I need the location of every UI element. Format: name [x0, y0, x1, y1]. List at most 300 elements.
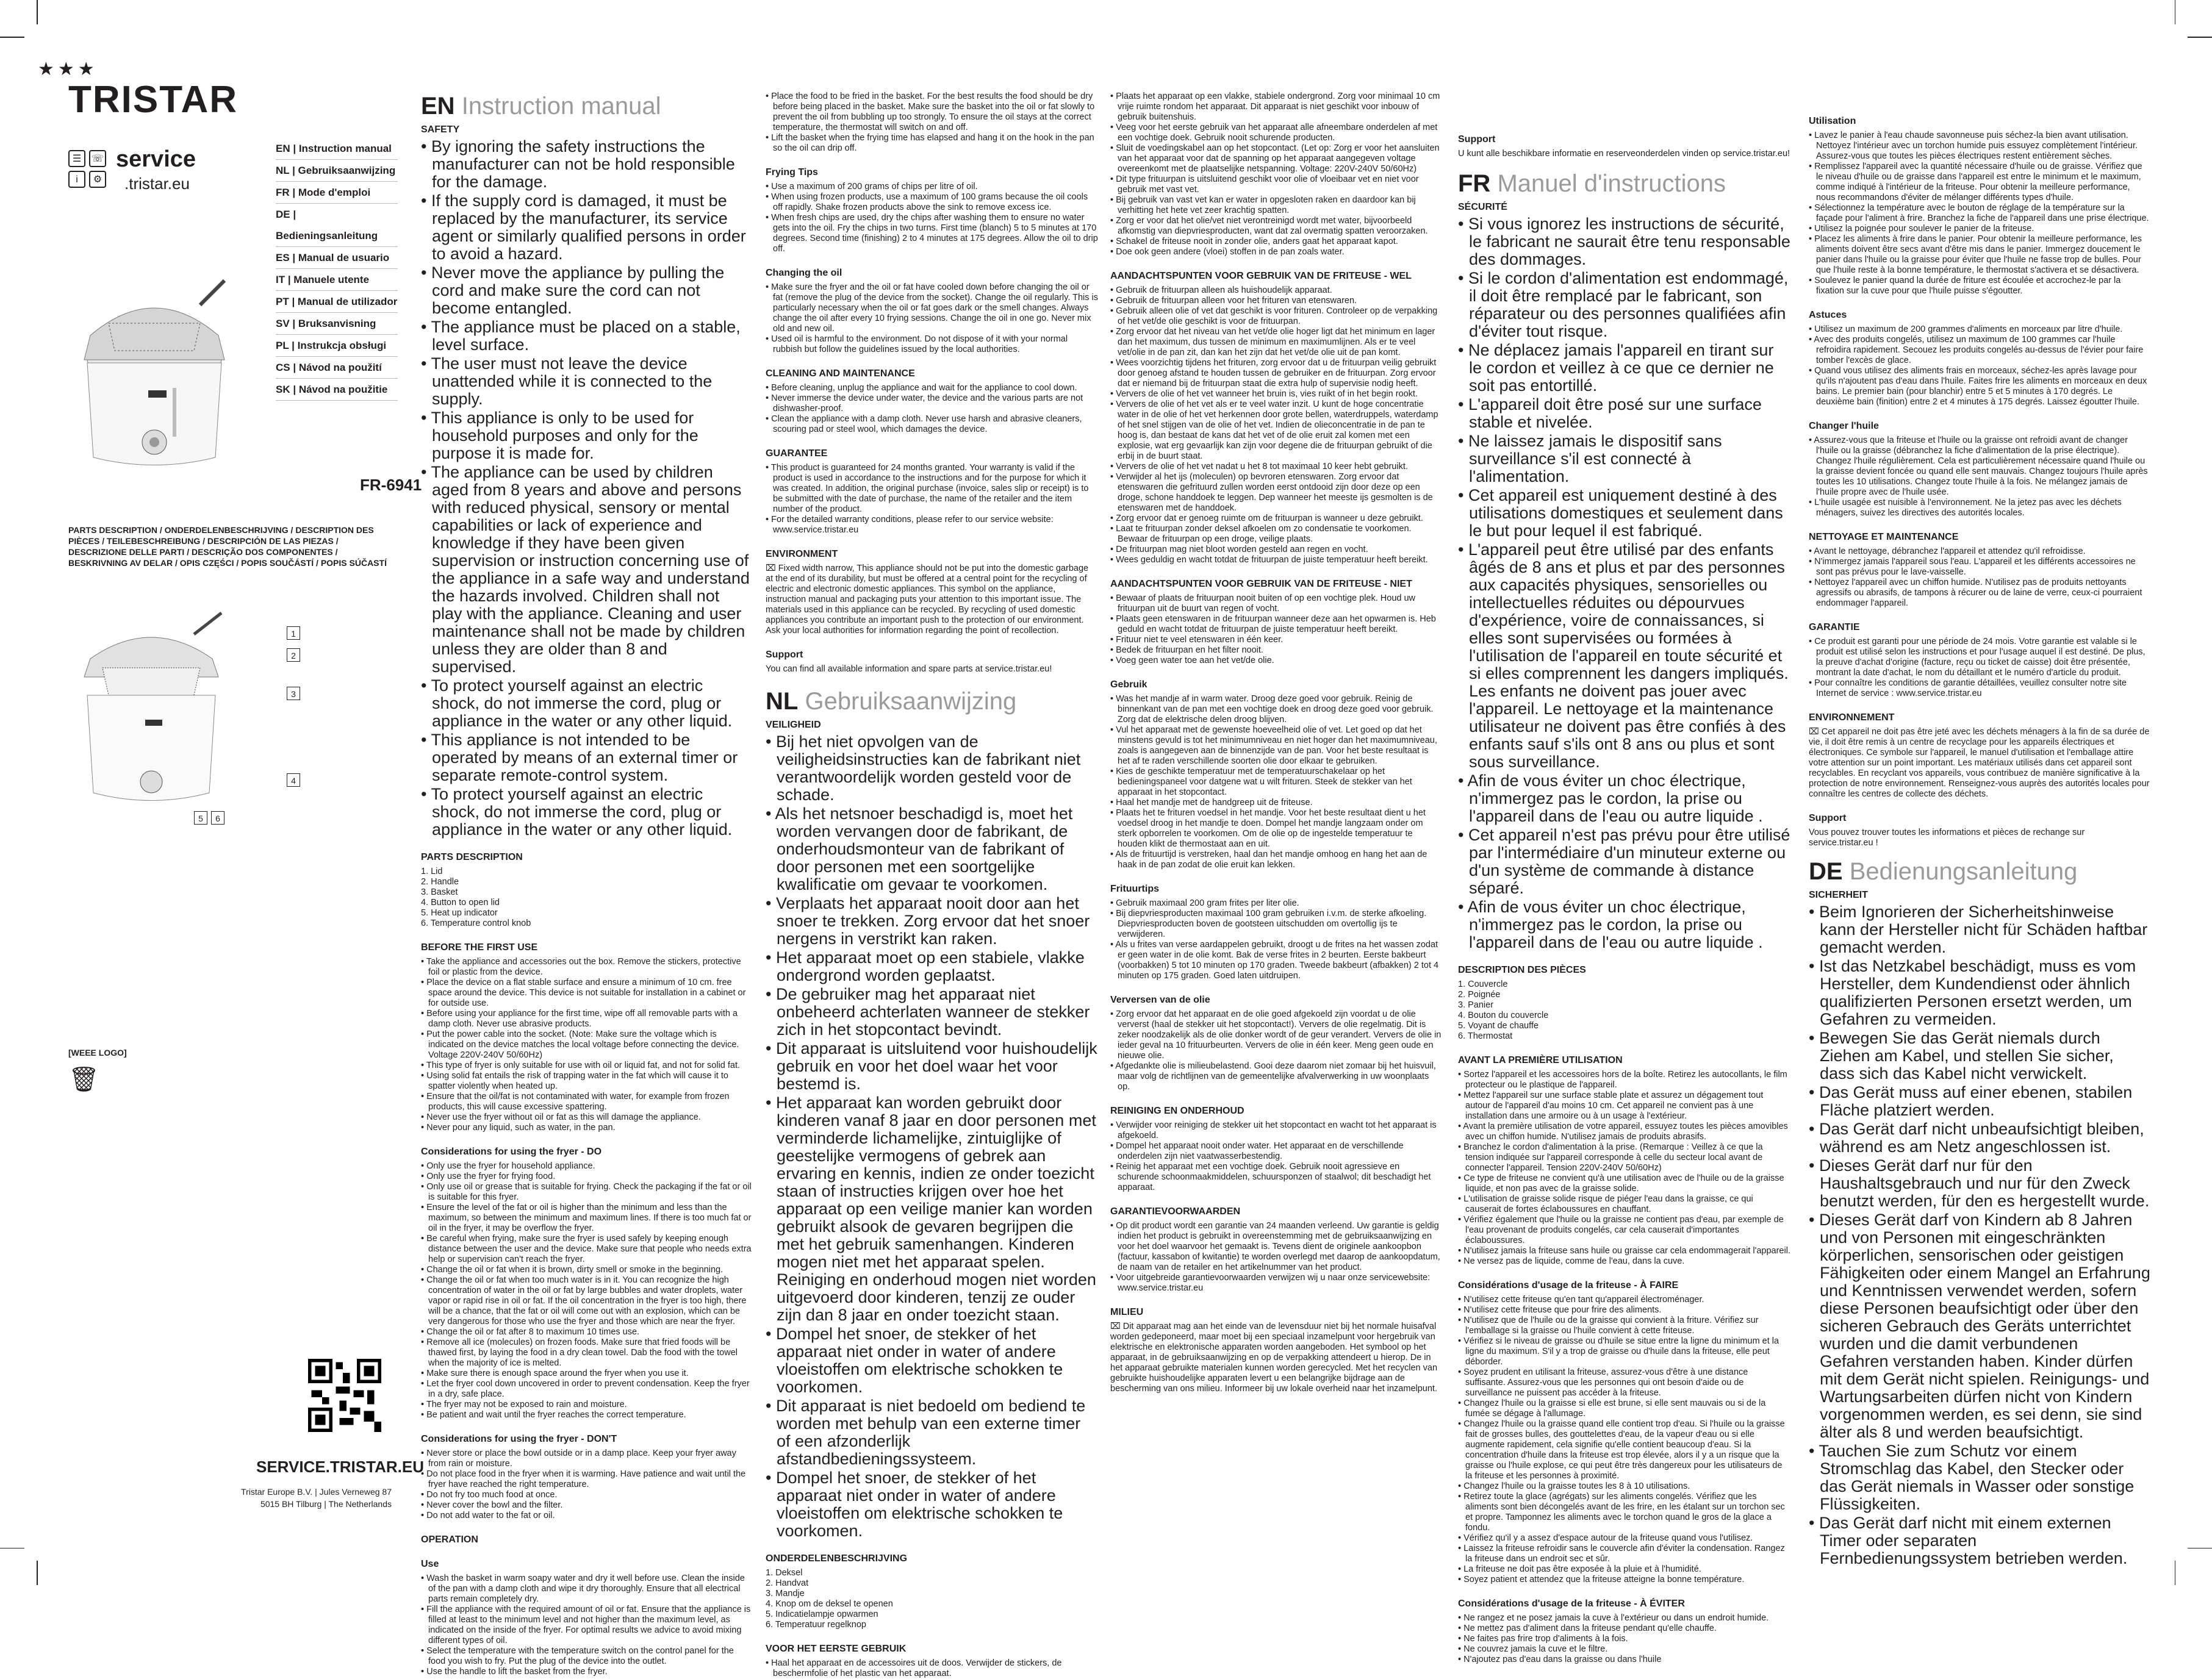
list-item: • Placez les aliments à frire dans le panier. Pour obtenir la meilleure performance, les aliments doivent être secs avant d'être mis dans le panier. Immergez doucement le panier dans l'huile ou la graisse pour éviter que l'huile ne fasse trop de bulles. Pour que l'huile reste à la bonne température, le thermostat s'activera et se désactivera.: [1809, 234, 2142, 275]
cleaning-list: [766, 383, 1098, 435]
list-item: 4. Button to open lid: [421, 898, 500, 908]
service-label: service: [116, 146, 196, 172]
crop-mark: [2175, 0, 2176, 24]
list-item: • Never store or place the bowl outside or in a damp place. Keep your fryer away from rain or moisture.: [421, 1448, 736, 1469]
list-item: • Changez l'huile ou la graisse quand elle contient trop d'eau. Si l'huile ou la graisse fait de grosses bulles, des gouttelettes d'eau, de la vapeur d'eau ou si elle augmente rapidement, cela signifie qu'elle contient beaucoup d'eau. Si la concentration d'huile dans la friteuse est trop élevée, alors il y a un risque que la graisse ou l'huile explose, ce qui peut être très dangereux pour les utilisateurs de la friteuse et les personnes à proximité.: [1458, 1419, 1785, 1481]
list-item: • Retirez toute la glace (agrégats) sur les aliments congelés. Vérifiez que les aliments sont bien décongelés avant de les frire, en les étalant sur un torchon sec et propre. Tamponnez les aliments avec le torchon quand le gros de la glace a fondu.: [1458, 1492, 1785, 1533]
list-item: • Wash the basket in warm soapy water and dry it well before use. Clean the inside of the pan with a damp cloth and wipe it dry thoroughly. Ensure that all electrical parts remain completely dry.: [421, 1573, 745, 1604]
language-index-item: NL | Gebruiksaanwijzing: [276, 160, 398, 182]
dont-list: [1110, 593, 1443, 666]
list-item: • This type of fryer is only suitable for use with oil or liquid fat, and not for solid fat.: [421, 1061, 741, 1070]
safety-heading: VEILIGHEID: [766, 720, 821, 730]
callout-3: 3: [287, 687, 300, 700]
support-heading: Support: [1809, 813, 1847, 823]
list-item: • Dieses Gerät darf von Kindern ab 8 Jahren und von Personen mit eingeschränkten körperlichen, sensorischen oder geistigen Fähigkeiten oder einem Mangel an Erfahrung und Kenntnissen verwendet werden, sofern diese Personen beaufsichtigt oder über den sicheren Gebrauch des Geräts unterrichtet wurden und die damit verbundenen Gefahren verstanden haben. Kinder dürfen mit dem Gerät nicht spielen. Reinigungs- und Wartungsarbeiten dürfen nicht von Kindern vorgenommen werden, es sei denn, sie sind älter als 8 und werden beaufsichtigt.: [1809, 1211, 2150, 1441]
list-item: • Afin de vous éviter un choc électrique, n'immergez pas le cordon, la prise ou l'appareil dans de l'eau ou autre liquide .: [1458, 771, 1763, 825]
list-item: • Ververs de olie of het vet wanneer het bruin is, vies ruikt of in het begin rookt.: [1110, 389, 1418, 399]
list-item: • This appliance is only to be used for household purposes and only for the purpose it is made for.: [421, 409, 698, 462]
list-item: 6. Temperature control knob: [421, 918, 531, 928]
list-item: • Remove all ice (molecules) on frozen foods. Make sure that fried foods will be thawed first, by laying the food in a dry clean towel. Dab the food with the towel when the majority of ice is melted.: [421, 1337, 738, 1368]
list-item: • Place the food to be fried in the basket. For the best results the food should be dry before being placed in the basket. Make sure the basket into the oil or fat slowly to prevent the oil from bubbling up too strongly. To ensure the oil stays at the correct temperature, the thermostat will switch on and off.: [766, 91, 1095, 132]
list-item: • Het apparaat kan worden gebruikt door kinderen vanaf 8 jaar en door personen met verminderde lichamelijke, zintuiglijke of geestelijke vermogens of gebrek aan ervaring en kennis, indien ze onder toezicht staan of instructies krijgen over hoe het apparaat op een veilige manier kan worden gebruikt alsook de gevaren begrijpen die met het gebruik samenhangen. Kinderen mogen niet met het apparaat spelen. Reiniging en onderhoud mogen niet worden uitgevoerd door kinderen, tenzij ze ouder zijn dan 8 jaar en onder toezicht staan.: [766, 1094, 1096, 1324]
list-item: • Sluit de voedingskabel aan op het stopcontact. (Let op: Zorg er voor het aansluiten van het apparaat voor dat de spanning op het apparaat aangegeven voltage overeenkomt met de plaatselijke netspanning. Voltage: 220V-240V 50/60Hz): [1110, 143, 1440, 174]
list-item: • Ensure that the oil/fat is not contaminated with water, for example from frozen products, this will cause excessive spattering.: [421, 1092, 730, 1112]
list-item: • N'utilisez cette friteuse que pour frire des aliments.: [1458, 1305, 1662, 1315]
crop-mark: [2188, 37, 2212, 38]
crop-mark: [2188, 1548, 2212, 1549]
list-item: • If the supply cord is damaged, it must be replaced by the manufacturer, its service agent or similarly qualified persons in order to avoid a hazard.: [421, 192, 746, 263]
list-item: 1. Deksel: [766, 1568, 803, 1578]
cleaning-heading: NETTOYAGE ET MAINTENANCE: [1809, 532, 1959, 542]
do-list: [1110, 285, 1443, 565]
list-item: 3. Mandje: [766, 1589, 805, 1598]
list-item: • Dit type frituurpan is uitsluitend geschikt voor olie of vloeibaar vet en niet voor gebruik met vast vet.: [1110, 174, 1419, 195]
parts-heading: PARTS DESCRIPTION: [421, 852, 523, 862]
support-text: You can find all available information and spare parts at service.tristar.eu!: [766, 664, 1052, 674]
first-use-list: [766, 1658, 1098, 1679]
list-item: 1. Couvercle: [1458, 979, 1508, 989]
list-item: 5. Heat up indicator: [421, 908, 498, 918]
list-item: • Dit apparaat is niet bedoeld om bediend te worden met behulp van een externe timer of een afzonderlijk afstandbedieningssysteem.: [766, 1397, 1086, 1468]
parts-list: [1458, 979, 1790, 1042]
column-fr-2: [1809, 91, 2150, 1580]
list-item: • Plaats geen etenswaren in de frituurpan wanneer deze aan het opwarmen is. Heb geduld en wacht totdat de frituurpan de juiste temperatuur heeft bereikt.: [1110, 614, 1436, 634]
list-item: • Use a maximum of 200 grams of chips per litre of oil.: [766, 182, 978, 192]
list-item: • Sélectionnez la température avec le bouton de réglage de la température sur la façade pour l'aliment à frire. Branchez la fiche de l'appareil dans une prise électrique.: [1809, 203, 2149, 223]
settings-icon: ⚙: [89, 171, 106, 188]
list-item: • Bij gebruik van vast vet kan er water in opgesloten raken en daardoor kan bij verhitting het hete vet zeer krachtig spatten.: [1110, 195, 1416, 215]
tips-heading: Frying Tips: [766, 167, 818, 177]
callout-2: 2: [287, 648, 300, 662]
list-item: • Ververs de olie of het vet nadat u het 8 tot maximaal 10 keer hebt gebruikt.: [1110, 462, 1408, 471]
list-item: • Quand vous utilisez des aliments frais en morceaux, séchez-les après lavage pour qu'ils n'ajoutent pas d'eau dans l'huile. Faites frire les aliments en morceaux en deux bains. Le premier bain (pour blanchir) entre 5 et 5 minutes à 170 degrés. Le deuxième bain (finition) entre 2 et 4 minutes à 175 degrés. Laissez égoutter l'huile.: [1809, 366, 2147, 407]
language-code: DE: [1809, 858, 1843, 885]
list-item: • L'utilisation de graisse solide risque de piéger l'eau dans la graisse, ce qui causerait de fortes éclaboussures en chauffant.: [1458, 1194, 1753, 1214]
list-item: • Before cleaning, unplug the appliance and wait for the appliance to cool down.: [766, 383, 1077, 393]
tips-heading: Frituurtips: [1110, 884, 1159, 894]
list-item: • N'utilisez jamais la friteuse sans huile ou graisse car cela endommagerait l'appareil.: [1458, 1246, 1790, 1256]
list-item: • Change the oil or fat when too much water is in it. You can recognize the high concentration of water in the oil or fat by large bubbles and water droplets, water vapor or rapid rise in oil or fat. If the oil concentration in the fryer is too high, there will be a chance, that the fat or oil will come out with an explosion, which can be very dangerous for those who use the fryer and those which are near the fryer.: [421, 1275, 747, 1326]
list-item: 4. Bouton du couvercle: [1458, 1011, 1549, 1020]
list-item: • Never use the fryer without oil or fat as this will damage the appliance.: [421, 1112, 701, 1122]
list-item: • Afin de vous éviter un choc électrique, n'immergez pas le cordon, la prise ou l'appareil dans de l'eau ou autre liquide .: [1458, 898, 1763, 951]
callout-4: 4: [287, 773, 300, 787]
list-item: • Het apparaat moet op een stabiele, vlakke ondergrond worden geplaatst.: [766, 948, 1085, 984]
safety-list: [421, 138, 753, 839]
guarantee-heading: GUARANTEE: [766, 448, 828, 459]
list-item: • Gebruik de frituurpan alleen voor het frituren van etenswaren.: [1110, 296, 1357, 306]
product-diagram-fryer: [72, 610, 231, 811]
list-item: • N'utilisez que de l'huile ou de la graisse qui convient à la friture. Vérifiez sur l'emballage si la graisse ou l'huile convient à cette friteuse.: [1458, 1316, 1759, 1336]
list-item: • Bewaar of plaats de frituurpan nooit buiten of op een vochtige plek. Houd uw frituurpan uit de buurt van regen of vocht.: [1110, 593, 1416, 614]
guarantee-heading: GARANTIEVOORWAARDEN: [1110, 1206, 1241, 1217]
list-item: • Sortez l'appareil et les accessoires hors de la boîte. Retirez les autocollants, le film protecteur ou le plastique de l'appareil.: [1458, 1070, 1787, 1090]
list-item: • Ne rangez et ne posez jamais la cuve à l'extérieur ou dans un endroit humide.: [1458, 1613, 1769, 1623]
list-item: • Si le cordon d'alimentation est endommagé, il doit être remplacé par le fabricant, son réparateur ou des personnes qualifiées afin d'éviter tout risque.: [1458, 269, 1789, 340]
column-en-1: [421, 91, 753, 1677]
weee-logo-label: [WEEE LOGO]: [68, 1048, 127, 1058]
list-item: • Doe ook geen andere (vloei) stoffen in de pan zoals water.: [1110, 247, 1345, 257]
support-text: Vous pouvez trouver toutes les informations et pièces de rechange sur service.tristar.eu !: [1809, 828, 2085, 848]
list-item: • Si vous ignorez les instructions de sécurité, le fabricant ne saurait être tenu responsable des dommages.: [1458, 215, 1790, 268]
list-item: • Never immerse the device under water, the device and the various parts are not dishwasher-proof.: [766, 393, 1083, 413]
language-index-item: FR | Mode d'emploi: [276, 182, 398, 204]
list-item: • The fryer may not be exposed to rain and moisture.: [421, 1400, 627, 1409]
list-item: • Avant le nettoyage, débranchez l'appareil et attendez qu'il refroidisse.: [1809, 546, 2086, 556]
list-item: • Changez l'huile ou la graisse toutes les 8 à 10 utilisations.: [1458, 1481, 1690, 1491]
crop-mark: [0, 37, 24, 38]
list-item: • Vérifiez si le niveau de graisse ou d'huile se situe entre la ligne du minimum et la ligne du maximum. S'il y a trop de graisse ou d'huile dans la friteuse, elle peut déborder.: [1458, 1336, 1779, 1367]
list-item: • Verwijder voor reiniging de stekker uit het stopcontact en wacht tot het apparaat is afgekoeld.: [1110, 1120, 1437, 1140]
first-use-list-continued: [1110, 91, 1443, 257]
list-item: • Lift the basket when the frying time has elapsed and hang it on the hook in the pan so the oil can drip off.: [766, 133, 1094, 153]
guarantee-heading: GARANTIE: [1809, 622, 1860, 632]
company-address: Tristar Europe B.V. | Jules Verneweg 87 5015 BH Tilburg | The Netherlands: [241, 1487, 392, 1509]
language-code: EN: [421, 93, 455, 120]
list-item: • N'utilisez cette friteuse qu'en tant qu'appareil électroménager.: [1458, 1295, 1704, 1305]
list-item: • Vul het apparaat met de gewenste hoeveelheid olie of vet. Let goed op dat het minstens gevuld is tot het minimumniveau en niet hoger dan het maximumniveau, zoals is aangegeven aan de binnenzijde van de pan. Voor het beste resultaat is het af te raden verschillende soorten olie door elkaar te gebruiken.: [1110, 725, 1437, 766]
operation-heading: OPERATION: [421, 1534, 478, 1545]
safety-list: [766, 733, 1098, 1540]
list-item: • Avant la première utilisation de votre appareil, essuyez toutes les pièces amovibles avec un chiffon humide. N'utilisez jamais de produits abrasifs.: [1458, 1122, 1788, 1142]
list-item: • Ce produit est garanti pour une période de 24 mois. Votre garantie est valable si le produit est utilisé selon les instructions et pour l'usage auquel il est destiné. De plus, la preuve d'achat d'origine (facture, reçu ou ticket de caisse) doit être présentée, montrant la date d'achat, le nom du détaillant et le numéro d'article du produit.: [1809, 637, 2146, 678]
safety-list: [1809, 903, 2150, 1567]
support-text: U kunt alle beschikbare informatie en reserveonderdelen vinden op service.tristar.eu!: [1458, 149, 1790, 159]
column-en-2: [766, 91, 1099, 1678]
list-item: • De gebruiker mag het apparaat niet onbeheerd achterlaten wanneer de stekker zich in het stopcontact bevindt.: [766, 985, 1090, 1039]
list-item: • Ne déplacez jamais l'appareil en tirant sur le cordon et veillez à ce que ce dernier ne soit pas entortillé.: [1458, 341, 1774, 395]
language-index-item: DE | Bedieningsanleitung: [276, 204, 398, 247]
list-item: • Mettez l'appareil sur une surface stable plate et assurez un dégagement tout autour de l'appareil d'au moins 10 cm. Cet appareil ne convient pas à une installation dans une armoire ou à un usage à l'extérieur.: [1458, 1090, 1764, 1121]
list-item: • Before using your appliance for the first time, wipe off all removable parts with a damp cloth. Never use abrasive products.: [421, 1009, 738, 1029]
list-item: • Ne faites pas frire trop d'aliments à la fois.: [1458, 1634, 1628, 1644]
safety-list: [1458, 215, 1790, 951]
list-item: • Never pour any liquid, such as water, in the pan.: [421, 1123, 616, 1133]
list-item: • Zorg ervoor dat het apparaat en de olie goed afgekoeld zijn voordat u de olie ververst (haal de stekker uit het stopcontact!). Ververs de olie regelmatig. Dit is zeker noodzakelijk als de olie donker wordt of de geur verandert. Ververs de olie in ieder geval na 10 frituurbeurten. Ververs de olie in één keer. Meng geen oude en nieuwe olie.: [1110, 1009, 1442, 1061]
list-item: • When using frozen products, use a maximum of 100 grams because the oil cools off rapidly. Shake frozen products above the sink to remove excess ice.: [766, 192, 1088, 212]
crop-mark: [2175, 1561, 2176, 1585]
section-title-en: [421, 91, 753, 121]
first-use-list: [421, 957, 753, 1133]
model-number: FR-6941: [360, 476, 422, 494]
list-item: • Do not place food in the fryer when it is warming. Have patience and wait until the fryer have reached the right temperature.: [421, 1469, 746, 1489]
column-fr-1: [1458, 91, 1790, 1664]
list-item: • Vérifiez également que l'huile ou la graisse ne contient pas d'eau, par exemple de l'eau provenant de produits congelés, car cela causerait d'importantes éclaboussures.: [1458, 1215, 1784, 1245]
parts-description-title: PARTS DESCRIPTION / ONDERDELENBESCHRIJVING / DESCRIPTION DES PIÈCES / TEILEBESCHREIBUNG / DESCRIPCIÓN DE LAS PIEZAS / DESCRIZIONE DELLE PARTI / DESCRIÇÃO DOS COMPONENTES / BESKRIVNING AV DELAR / OPIS CZĘŚCI / POPIS SOUČÁSTÍ / POPIS SÚČASTÍ: [68, 525, 387, 568]
list-item: • Select the temperature with the temperature switch on the control panel for the food you wish to fry. Put the plug of the device into the outlet.: [421, 1646, 734, 1666]
list-item: • Wees voorzichtig tijdens het frituren, zorg ervoor dat u de frituurpan veilig gebruikt door genoeg afstand te houden tussen de gebruiker en de frituurpan. Zorg ervoor dat er niemand bij de frituurpan staat die extra hulp of supervisie nodig heeft.: [1110, 358, 1437, 388]
list-item: • Soyez prudent en utilisant la friteuse, assurez-vous d'être à une distance suffisante. Assurez-vous que les personnes qui ont besoin d'aide ou de surveillance ne puissent pas accéder à la friteuse.: [1458, 1367, 1748, 1398]
use-list: [1110, 694, 1443, 870]
list-item: 2. Handvat: [766, 1578, 809, 1588]
list-item: • Schakel de friteuse nooit in zonder olie, anders gaat het apparaat kapot.: [1110, 237, 1398, 246]
list-item: • Op dit product wordt een garantie van 24 maanden verleend. Uw garantie is geldig indien het product is gebruikt in overeenstemming met de gebruiksaanwijzing en voor het doel waarvoor het gemaakt is. Tevens dient de originele aankoopbon (factuur, kassabon of kwitantie) te worden overlegd met daarop de aankoopdatum, de naam van de retailer en het artikelnummer van het product.: [1110, 1221, 1440, 1272]
do-heading: AANDACHTSPUNTEN VOOR GEBRUIK VAN DE FRITEUSE - WEL: [1110, 271, 1412, 281]
list-item: • Als het netsnoer beschadigd is, moet het worden vervangen door de fabrikant, de onderhoudsmonteur van de fabrikant of door personen met een soortgelijke kwalificatie om gevaar te voorkomen.: [766, 804, 1073, 893]
tips-list: [766, 182, 1098, 254]
list-item: 2. Poignée: [1458, 990, 1501, 1000]
list-item: • Never cover the bowl and the filter.: [421, 1500, 563, 1510]
list-item: • N'ajoutez pas d'eau dans la graisse ou dans l'huile: [1458, 1655, 1662, 1664]
list-item: • Zorg er voor dat het olie/vet niet verontreinigd wordt met water, bijvoorbeeld afkomstig van diepvriesproducten, want dat zal overmatig spatten veroorzaken.: [1110, 216, 1428, 236]
language-index-item: EN | Instruction manual: [276, 138, 398, 160]
list-item: • Laat te frituurpan zonder deksel afkoelen om zo condensatie te voorkomen. Bewaar de frituurpan op een droge, veilige plaats.: [1110, 524, 1412, 544]
list-item: • Take the appliance and accessories out the box. Remove the stickers, protective foil or plastic from the device.: [421, 957, 741, 977]
first-use-heading: BEFORE THE FIRST USE: [421, 942, 538, 953]
list-item: • This product is guaranteed for 24 months granted. Your warranty is valid if the product is used in accordance to the instructions and for the purpose for which it was created. In addition, the original purchase (invoice, sales slip or receipt) is to be submitted with the date of purchase, the name of the retailer and the item number of the product.: [766, 463, 1089, 514]
crop-mark: [0, 1548, 24, 1549]
environment-heading: ENVIRONNEMENT: [1809, 712, 1895, 723]
language-index-item: PL | Instrukcja obsługi: [276, 335, 398, 357]
oil-heading: Changing the oil: [766, 268, 842, 278]
list-item: • Fill the appliance with the required amount of oil or fat. Ensure that the appliance is filled at least to the minimum level and not higher than the maximum level, as indicated on the inside of the fryer. For optimal results we advice to avoid mixing different types of oil.: [421, 1605, 751, 1645]
list-item: • Frituur niet te veel etenswaren in één keer.: [1110, 635, 1284, 645]
list-item: • Cet appareil est uniquement destiné à des utilisations domestiques et seulement dans le but pour lequel il est fabriqué.: [1458, 486, 1783, 540]
info-icon: i: [68, 171, 85, 188]
language-index-item: SV | Bruksanvisning: [276, 313, 398, 335]
qr-code-icon: [308, 1359, 381, 1432]
parts-list: [421, 867, 753, 929]
list-item: • Never move the appliance by pulling the cord and make sure the cord can not become entangled.: [421, 263, 725, 317]
do-heading: Considerations for using the fryer - DO: [421, 1147, 602, 1157]
oil-heading: Verversen van de olie: [1110, 995, 1210, 1005]
service-url: .tristar.eu: [124, 174, 190, 193]
oil-list: [1809, 435, 2150, 518]
brand-stars: ★★★: [38, 59, 98, 79]
language-index-item: SK | Návod na použitie: [276, 379, 398, 401]
list-item: • Make sure the fryer and the oil or fat have cooled down before changing the oil or fat (remove the plug of the device from the socket). Change the oil regularly. This is particularly necessary when the oil or fat goes dark or the smell changes. Always change the oil after every 10 frying sessions. Change the oil in one go. Never mix old and new oil.: [766, 282, 1099, 334]
list-item: 6. Temperatuur regelknop: [766, 1620, 866, 1630]
list-item: • L'appareil doit être posé sur une surface stable et nivelée.: [1458, 395, 1762, 431]
list-item: • Dieses Gerät darf nur für den Haushaltsgebrauch und nur für den Zweck benutzt werden, für den es hergestellt wurde.: [1809, 1156, 2150, 1210]
list-item: • Haal het apparaat en de accessoires uit de doos. Verwijder de stickers, de beschermfolie of het plastic van het apparaat.: [766, 1658, 1062, 1678]
list-item: • Ne versez pas de liquide, comme de l'eau, dans la cuve.: [1458, 1256, 1685, 1266]
list-item: • Lavez le panier à l'eau chaude savonneuse puis séchez-la bien avant utilisation. Nettoyez l'intérieur avec un torchon humide puis essuyez complètement l'intérieur. Assurez-vous que toutes les pièces électriques restent entièrement sèches.: [1809, 131, 2138, 161]
section-title-nl: [766, 687, 1098, 716]
list-item: • Dit apparaat is uitsluitend voor huishoudelijk gebruik en voor het doel waar het voor bestemd is.: [766, 1039, 1097, 1093]
list-item: • Veeg voor het eerste gebruik van het apparaat alle afneembare onderdelen af met een vochtige doek. Gebruik nooit schurende producten.: [1110, 123, 1438, 143]
list-item: 1. Lid: [421, 867, 443, 876]
list-item: • Used oil is harmful to the environment. Do not dispose of it with your normal rubbish but follow the guidelines issued by the local authorities.: [766, 334, 1068, 354]
list-item: • La friteuse ne doit pas être exposée à la pluie et à l'humidité.: [1458, 1564, 1701, 1574]
brand-logo: TRISTAR: [68, 79, 239, 121]
cleaning-list: [1110, 1120, 1443, 1193]
list-item: • Do not add water to the fat or oil.: [421, 1511, 555, 1520]
list-item: • Nettoyez l'appareil avec un chiffon humide. N'utilisez pas de produits nettoyants agressifs ou abrasifs, de tampons à récurer ou de laine de verre, ceux-ci pourraient endommager l'appareil.: [1809, 578, 2142, 608]
list-item: 3. Panier: [1458, 1000, 1494, 1010]
list-item: • De frituurpan mag niet bloot worden gesteld aan regen en vocht.: [1110, 545, 1368, 554]
list-item: • L'huile usagée est nuisible à l'environnement. Ne la jetez pas avec les déchets ménagers, suivez les directives des autorités locales.: [1809, 498, 2122, 518]
list-item: • Vérifiez qu'il y a assez d'espace autour de la friteuse quand vous l'utilisez.: [1458, 1533, 1753, 1543]
first-use-list: [1458, 1070, 1790, 1267]
dont-list: [1458, 1613, 1790, 1665]
list-item: • Use the handle to lift the basket from the fryer.: [421, 1667, 608, 1677]
support-heading: Support: [1458, 134, 1496, 145]
dont-heading: Considerations for using the fryer - DON'T: [421, 1434, 617, 1444]
weee-bin-icon: 🗑: [68, 1066, 99, 1093]
list-item: • Changez l'huile ou la graisse si elle est brune, si elle sent mauvais ou si de la fumée se dégage à l'allumage.: [1458, 1398, 1766, 1419]
safety-icons: [68, 150, 107, 188]
support-heading: Support: [766, 650, 803, 660]
list-item: • This appliance is not intended to be operated by means of an external timer or separate remote-control system.: [421, 731, 738, 784]
list-item: • Verplaats het apparaat nooit door aan het snoer te trekken. Zorg ervoor dat het snoer nergens in verstrikt kan raken.: [766, 894, 1090, 948]
list-item: • Avec des produits congelés, utilisez un maximum de 100 grammes car l'huile refroidira rapidement. Secouez les produits congelés au-dessus de l'évier pour faire tomber l'excès de glace.: [1809, 335, 2144, 365]
list-item: 2. Handle: [421, 877, 459, 887]
dont-heading: Considérations d'usage de la friteuse - À ÉVITER: [1458, 1598, 1685, 1609]
list-item: • Only use oil or grease that is suitable for frying. Check the packaging if the fat or oil is suitable for this fryer.: [421, 1182, 752, 1202]
list-item: • Only use the fryer for frying food.: [421, 1172, 556, 1181]
list-item: • Zorg ervoor dat het niveau van het vet/de olie hoger ligt dat het minimum en lager dan het maximum, dus tussen de minimum en maximumlijnen. Als er te veel vet/olie in de pan zit, dan kan het zijn dat het vet/de olie uit de pan komt.: [1110, 327, 1435, 357]
callout-1: 1: [287, 626, 300, 640]
cleaning-heading: CLEANING AND MAINTENANCE: [766, 368, 915, 379]
dont-heading: AANDACHTSPUNTEN VOOR GEBRUIK VAN DE FRITEUSE - NIET: [1110, 579, 1412, 589]
first-use-heading: AVANT LA PREMIÈRE UTILISATION: [1458, 1055, 1623, 1065]
list-item: • Voeg geen water toe aan het vet/de olie.: [1110, 656, 1274, 665]
safety-heading: SAFETY: [421, 124, 460, 135]
list-item: 5. Voyant de chauffe: [1458, 1021, 1539, 1031]
environment-heading: ENVIRONMENT: [766, 549, 838, 559]
list-item: • By ignoring the safety instructions the manufacturer can not be hold responsible for the damage.: [421, 137, 735, 191]
use-heading: Use: [421, 1559, 439, 1569]
list-item: • Ne laissez jamais le dispositif sans surveillance s'il est connecté à l'alimentation.: [1458, 432, 1722, 485]
list-item: • Ne mettez pas d'aliment dans la friteuse pendant qu'elle chauffe.: [1458, 1624, 1717, 1633]
tips-list: [1809, 324, 2150, 407]
list-item: • Gebruik alleen olie of vet dat geschikt is voor frituren. Controleer op de verpakking of het vet/de olie geschikt is voor de frituurpan.: [1110, 306, 1438, 326]
language-title: Instruction manual: [461, 93, 661, 120]
oil-list: [766, 282, 1098, 355]
list-item: • Do not fry too much food at once.: [421, 1490, 558, 1500]
list-item: • Gebruik de frituurpan alleen als huishoudelijk apparaat.: [1110, 285, 1332, 295]
list-item: • Soyez patient et attendez que la friteuse atteigne la bonne température.: [1458, 1575, 1745, 1584]
safety-heading: SICHERHEIT: [1809, 890, 1868, 900]
list-item: • Das Gerät darf nicht mit einem externen Timer oder separaten Fernbedienungssystem betrieben werden.: [1809, 1514, 2128, 1567]
language-index-item: ES | Manual de usuario: [276, 247, 398, 269]
use-heading: Gebruik: [1110, 679, 1147, 690]
list-item: • Bij het niet opvolgen van de veiligheidsinstructies kan de fabrikant niet verantwoordelijk worden gesteld voor de schade.: [766, 732, 1081, 804]
use-list-continued: [766, 91, 1098, 154]
list-item: • Only use the fryer for household appliance.: [421, 1161, 595, 1171]
language-title: Gebruiksaanwijzing: [805, 688, 1017, 715]
list-item: • Was het mandje af in warm water. Droog deze goed voor gebruik. Reinig de binnenkant van de pan met een vochtige doek en droog deze goed voor gebruik. Zorg dat de elektrische delen droog blijven.: [1110, 694, 1434, 725]
list-item: • Bedek de frituurpan en het filter nooit.: [1110, 645, 1263, 655]
list-item: • Als de frituurtijd is verstreken, haal dan het mandje omhoog en hang het aan de haak in de pan zodat de olie eruit kan lekken.: [1110, 850, 1427, 870]
list-item: 3. Basket: [421, 887, 458, 897]
list-item: • Voor uitgebreide garantievoorwaarden verwijzen wij u naar onze servicewebsite: www.service.tristar.eu: [1110, 1273, 1431, 1293]
list-item: • Als u frites van verse aardappelen gebruikt, droogt u de frites na het wassen zodat er geen water in de olie komt. Bak de verse frites in 2 beurten. Eerste bakbeurt (voorbakken) 5 tot 10 minuten op 170 graden. Tweede bakbeurt (afbakken) 2 tot 4 minuten op 175 graden. Goed laten uitdruipen.: [1110, 940, 1439, 981]
parts-heading: ONDERDELENBESCHRIJVING: [766, 1553, 908, 1564]
section-title-fr: [1458, 169, 1790, 198]
list-item: • The user must not leave the device unattended while it is connected to the supply.: [421, 354, 713, 408]
environment-text: ⌧ Fixed width narrow, This appliance should not be put into the domestic garbage at the end of its durability, but must be offered at a central point for the recycling of electric and electronic domestic appliances. This symbol on the appliance, instruction manual and packaging puts your attention to this important issue. The materials used in this appliance can be recycled. By recycling of used domestic appliances you contribute an important push to the protection of our environment. Ask your local authorities for information regarding the point of recollection.: [766, 564, 1089, 635]
list-item: • Laissez la friteuse refroidir sans le couvercle afin d'éviter la condensation. Rangez la friteuse dans un endroit sec et sûr.: [1458, 1544, 1785, 1564]
list-item: • Das Gerät muss auf einer ebenen, stabilen Fläche platziert werden.: [1809, 1083, 2133, 1119]
language-index: [276, 138, 398, 401]
list-item: • Gebruik maximaal 200 gram frites per liter olie.: [1110, 898, 1299, 908]
list-item: • Change the oil or fat when it is brown, dirty smell or smoke in the beginning.: [421, 1265, 724, 1275]
list-item: • Haal het mandje met de handgreep uit de friteuse.: [1110, 798, 1313, 807]
tips-heading: Astuces: [1809, 310, 1847, 320]
list-item: • Beim Ignorieren der Sicherheitshinweise kann der Hersteller nicht für Schäden haftbar gemacht werden.: [1809, 903, 2148, 956]
list-item: • Put the power cable into the socket. (Note: Make sure the voltage which is indicated on the device matches the local voltage before connecting the device. Voltage 220V-240V 50/60Hz): [421, 1029, 739, 1060]
list-item: • Ist das Netzkabel beschädigt, muss es vom Hersteller, dem Kundendienst oder ähnlich qualifizierten Personen ersetzt werden, um Gefahren zu vermeiden.: [1809, 957, 2136, 1028]
list-item: • Be careful when frying, make sure the fryer is used safely by keeping enough distance between the user and the device. Make sure that people who needs extra help or supervision can't reach the fryer.: [421, 1234, 752, 1264]
list-item: • Dompel het apparaat nooit onder water. Het apparaat en de verschillende onderdelen zijn niet vaatwasserbestendig.: [1110, 1141, 1404, 1161]
list-item: 4. Knop om de deksel te openen: [766, 1599, 893, 1609]
list-item: • Tauchen Sie zum Schutz vor einem Stromschlag das Kabel, den Stecker oder das Gerät niemals in Wasser oder sonstige Flüssigkeiten.: [1809, 1442, 2135, 1513]
list-item: • Place the device on a flat stable surface and ensure a minimum of 10 cm. free space around the device. This device is not suitable for installation in a cabinet or for outside use.: [421, 978, 746, 1008]
manual-icon: ☰: [68, 150, 85, 167]
list-item: • Dompel het snoer, de stekker of het apparaat niet onder in water of andere vloeistoffen om elektrische schokken te voorkomen.: [766, 1325, 1063, 1396]
parts-heading: DESCRIPTION DES PIÈCES: [1458, 965, 1586, 975]
list-item: 6. Thermostat: [1458, 1031, 1513, 1041]
list-item: • Wees geduldig en wacht totdat de frituurpan de juiste temperatuur heeft bereikt.: [1110, 555, 1428, 565]
do-heading: Considérations d'usage de la friteuse - À FAIRE: [1458, 1280, 1679, 1291]
language-title: Manuel d'instructions: [1497, 170, 1726, 197]
section-title-de: [1809, 857, 2150, 886]
oil-list: [1110, 1009, 1443, 1092]
use-list: [1809, 131, 2150, 296]
list-item: • Ververs de olie of het vet als er te veel water inzit. U kunt de hoge concentratie water in de olie of het vet herkennen door grote bellen, waterdruppels, waterdamp of het snel stijgen van de olie of het vet. Indien de olieconcentratie in de pan te hoog is, dan bestaat de kans dat het vet of de olie eruit zal komen met een explosie, wat erg gevaarlijk kan zijn voor degene die de frituurpan gebruikt of die erbij in de buurt staat.: [1110, 399, 1438, 461]
do-list: [421, 1161, 753, 1420]
list-item: • Clean the appliance with a damp cloth. Never use harsh and abrasive cleaners, scouring pad or steel wool, which damages the device.: [766, 414, 1082, 434]
first-use-heading: VOOR HET EERSTE GEBRUIK: [766, 1644, 907, 1654]
list-item: • To protect yourself against an electric shock, do not immerse the cord, plug or appliance in the water or any other liquid.: [421, 676, 733, 730]
list-item: • To protect yourself against an electric shock, do not immerse the cord, plug or appliance in the water or any other liquid.: [421, 785, 733, 839]
list-item: • Ne couvrez jamais la cuve et le filtre.: [1458, 1644, 1608, 1654]
column-nl-2: [1110, 91, 1443, 1580]
environment-heading: MILIEU: [1110, 1307, 1144, 1317]
list-item: • Kies de geschikte temperatuur met de temperatuurschakelaar op het bedieningspaneel voor datgene wat u wilt frituren. Steek de stekker van het apparaat in het stopcontact.: [1110, 767, 1412, 797]
list-item: • Remplissez l'appareil avec la quantité nécessaire d'huile ou de graisse. Vérifiez que le niveau d'huile ou de graisse dans l'appareil est entre le minimum et le maximum, comme indiqué à l'intérieur de la friteuse. Pour obtenir la meilleure performance, nous recommandons d'éviter de mélanger différents types d'huile.: [1809, 162, 2142, 202]
list-item: • Verwijder al het ijs (moleculen) op bevroren etenswaren. Zorg ervoor dat etenswaren die gefrituurd zullen worden eerst ontdooid zijn door deze op een droge, schone handdoek te leggen. Dep wanneer het meeste ijs gesmolten is de etenswaren met de handdoek.: [1110, 472, 1433, 513]
crop-mark: [37, 1561, 38, 1585]
environment-text: ⌧ Cet appareil ne doit pas être jeté avec les déchets ménagers à la fin de sa durée de vie, il doit être remis à un centre de recyclage pour les appareils électriques et électroniques. Ce symbole sur l'appareil, le manuel d'utilisation et l'emballage attire votre attention sur un point important. Les matériaux utilisés dans cet appareil sont recyclables. En recyclant vos appareils, vous contribuez de manière significative à la protection de notre environnement. Renseignez-vous auprès des autorités locales pour connaître les centres de collecte des déchets.: [1809, 727, 2150, 799]
list-item: • Pour connaître les conditions de garantie détaillées, veuillez consulter notre site Internet de service : www.service.tristar.eu: [1809, 678, 2127, 698]
cleaning-heading: REINIGING EN ONDERHOUD: [1110, 1106, 1244, 1116]
list-item: • Be patient and wait until the fryer reaches the correct temperature.: [421, 1410, 686, 1420]
crop-mark: [37, 0, 38, 24]
list-item: • Ce type de friteuse ne convient qu'à une utilisation avec de l'huile ou de la graisse liquide, et non pas avec de la graisse solide.: [1458, 1173, 1784, 1194]
list-item: • The appliance can be used by children aged from 8 years and above and persons with reduced physical, sensory or mental capabilities or lack of experience and knowledge if they have been given supervision or instruction concerning use of the appliance in a safe way and understand the hazards involved. Children shall not play with the appliance. Cleaning and user maintenance shall not be made by children unless they are older than 8 and supervised.: [421, 463, 750, 676]
list-item: • Ensure the level of the fat or oil is higher than the minimum and less than the maximum, so between the minimum and maximum lines. If there is too much fat or oil in the fryer, it may be overflow the fryer.: [421, 1203, 752, 1233]
callout-6: 6: [211, 811, 224, 825]
list-item: • Utilisez un maximum de 200 grammes d'aliments en morceaux par litre d'huile.: [1809, 324, 2123, 334]
list-item: • The appliance must be placed on a stable, level surface.: [421, 318, 741, 354]
language-index-item: CS | Návod na použití: [276, 357, 398, 379]
list-item: • When fresh chips are used, dry the chips after washing them to ensure no water gets into the oil. Fry the chips in two turns. First time (blanch) 5 to 5 minutes at 170 degrees. Second time (finishing) 2 to 4 minutes at 175 degrees. Allow the oil to drip off.: [766, 213, 1098, 254]
list-item: • Afgedankte olie is milieubelastend. Gooi deze daarom niet zomaar bij het huisvuil, maar volg de richtlijnen van de gemeentelijke afvalverwerking in uw woonplaats op.: [1110, 1061, 1436, 1092]
cleaning-list: [1809, 546, 2150, 609]
language-code: NL: [766, 688, 799, 715]
list-item: • Cet appareil n'est pas prévu pour être utilisé par l'intermédiaire d'un minuteur externe ou d'un système de commande à distance séparé.: [1458, 826, 1790, 897]
list-item: • Branchez le cordon d'alimentation à la prise. (Remarque : Veillez à ce que la tension indiquée sur l'appareil corresponde à celle du secteur local avant de connecter l'appareil. Tension 220V-240V 50/60Hz): [1458, 1142, 1763, 1173]
list-item: • Dompel het snoer, de stekker of het apparaat niet onder in water of andere vloeistoffen om elektrische schokken te voorkomen.: [766, 1469, 1063, 1540]
list-item: • Reinig het apparaat met een vochtige doek. Gebruik nooit agressieve en schurende schoonmaakmiddelen, schuursponzen of staalwol; dit beschadigt het apparaat.: [1110, 1162, 1431, 1192]
list-item: • Das Gerät darf nicht unbeaufsichtigt bleiben, während es am Netz angeschlossen ist.: [1809, 1120, 2144, 1156]
list-item: • Soulevez le panier quand la durée de friture est écoulée et accrochez-le par la fixation sur la cuve pour que l'huile puisse s'égoutter.: [1809, 276, 2121, 296]
use-list: [421, 1573, 753, 1677]
environment-text: ⌧ Dit apparaat mag aan het einde van de levensduur niet bij het normale huisafval worden gedeponeerd, maar moet bij een speciaal inzamelpunt voor hergebruik van elektrische en elektronische apparaten worden aangeboden. Het symbool op het apparaat, in de gebruiksaanwijzing en op de verpakking attendeert u hierop. De in het apparaat gebruikte materialen kunnen worden gerecycled. Met het recyclen van gebruikte huishoudelijke apparaten levert u een belangrijke bijdrage aan de bescherming van ons milieu. Informeer bij uw lokale overheid naar het inzamelpunt.: [1110, 1322, 1438, 1394]
list-item: • Plaats het apparaat op een vlakke, stabiele ondergrond. Zorg voor minimaal 10 cm vrije ruimte rondom het apparaat. Dit apparaat is niet geschikt voor inbouw of gebruik buitenshuis.: [1110, 91, 1440, 122]
guarantee-list: [1809, 637, 2150, 699]
list-item: • Plaats het te frituren voedsel in het mandje. Voor het beste resultaat dient u het voedsel droog in het mandje te doen. Dompel het mandje langzaam onder om sterk opborrelen te voorkomen. Om de olie op de ingestelde temperatuur te houden klikt de thermostaat aan en uit.: [1110, 808, 1426, 849]
callout-5: 5: [194, 811, 207, 825]
dont-list: [421, 1448, 753, 1521]
service-website: SERVICE.TRISTAR.EU: [256, 1458, 424, 1476]
list-item: • Using solid fat entails the risk of trapping water in the fat which will cause it to spatter violently when heated up.: [421, 1071, 728, 1091]
language-index-item: PT | Manual de utilizador: [276, 291, 398, 313]
list-item: • Zorg ervoor dat er genoeg ruimte om de frituurpan is wanneer u deze gebruikt.: [1110, 514, 1423, 523]
